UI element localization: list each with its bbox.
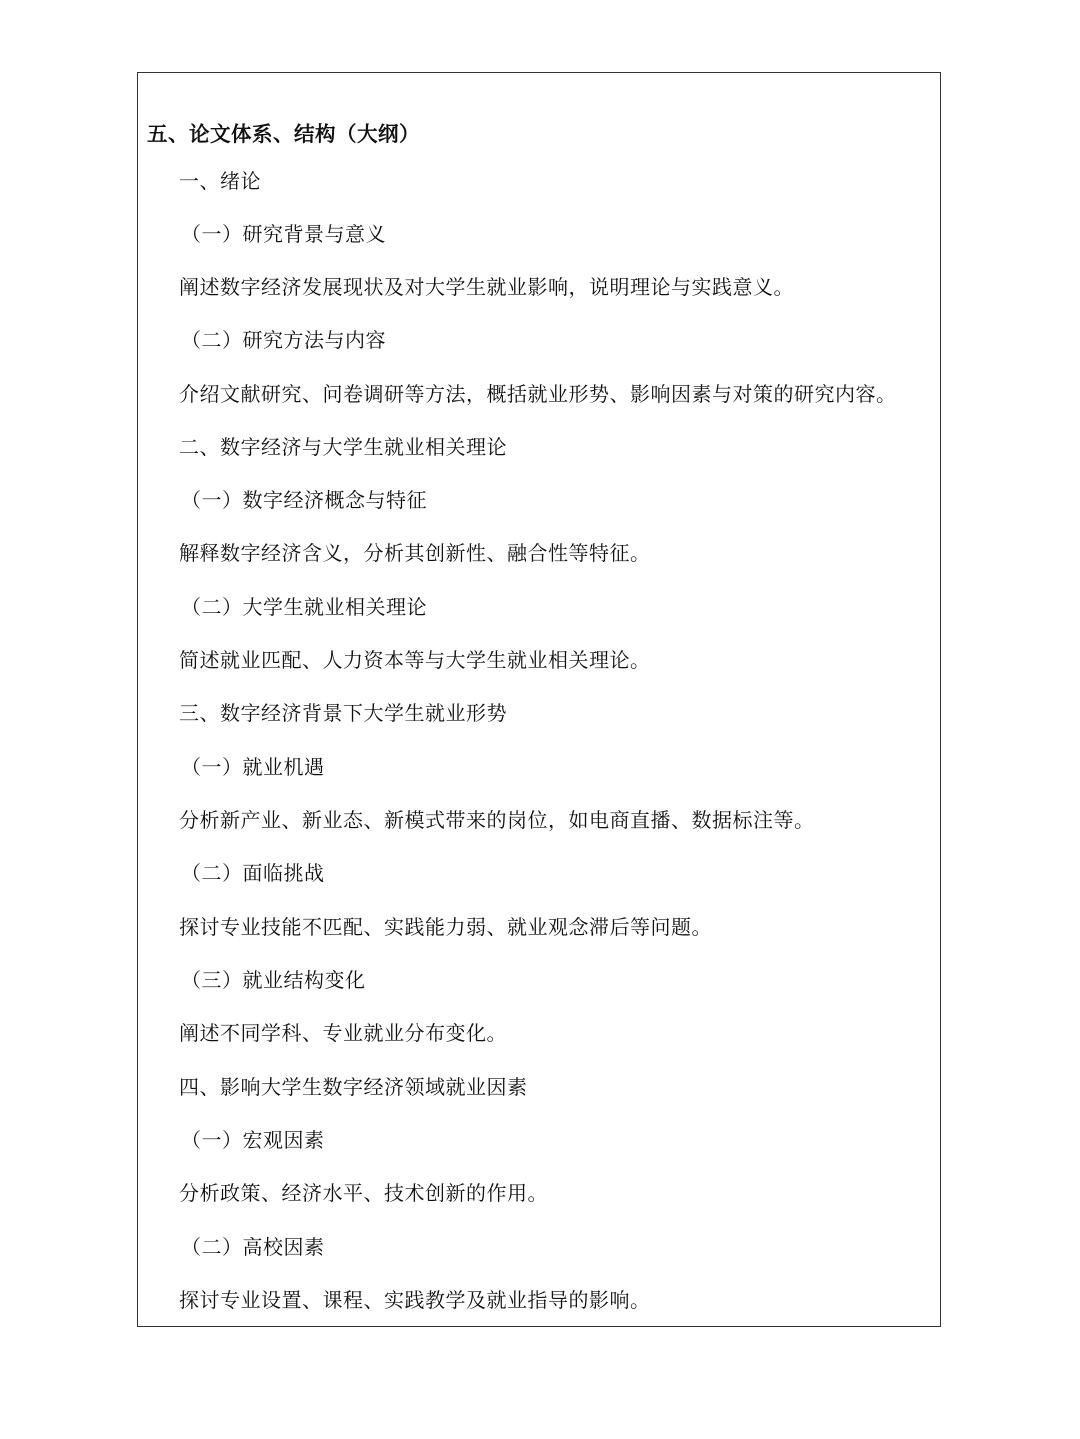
chapter-1-section-2-title: （二）研究方法与内容 — [181, 328, 386, 352]
chapter-2-section-1-text: 解释数字经济含义，分析其创新性、融合性等特征。 — [179, 541, 651, 565]
chapter-2-section-2-title: （二）大学生就业相关理论 — [181, 595, 427, 619]
chapter-2-title: 二、数字经济与大学生就业相关理论 — [179, 435, 507, 459]
chapter-4-section-1-title: （一）宏观因素 — [181, 1128, 325, 1152]
chapter-4-section-2-text: 探讨专业设置、课程、实践教学及就业指导的影响。 — [179, 1288, 651, 1312]
chapter-1-section-2-text: 介绍文献研究、问卷调研等方法，概括就业形势、影响因素与对策的研究内容。 — [179, 382, 897, 406]
chapter-2-section-2-text: 简述就业匹配、人力资本等与大学生就业相关理论。 — [179, 648, 651, 672]
chapter-3-section-3-text: 阐述不同学科、专业就业分布变化。 — [179, 1021, 507, 1045]
chapter-1-section-1-title: （一）研究背景与意义 — [181, 222, 386, 246]
chapter-3-title: 三、数字经济背景下大学生就业形势 — [179, 701, 507, 725]
chapter-1-section-1-text: 阐述数字经济发展现状及对大学生就业影响，说明理论与实践意义。 — [179, 275, 794, 299]
chapter-3-section-3-title: （三）就业结构变化 — [181, 968, 366, 992]
chapter-3-section-1-title: （一）就业机遇 — [181, 755, 325, 779]
chapter-4-section-1-text: 分析政策、经济水平、技术创新的作用。 — [179, 1181, 548, 1205]
chapter-3-section-2-text: 探讨专业技能不匹配、实践能力弱、就业观念滞后等问题。 — [179, 915, 712, 939]
chapter-2-section-1-title: （一）数字经济概念与特征 — [181, 488, 427, 512]
section-title: 五、论文体系、结构（大纲） — [147, 122, 420, 146]
chapter-3-section-1-text: 分析新产业、新业态、新模式带来的岗位，如电商直播、数据标注等。 — [179, 808, 815, 832]
chapter-1-title: 一、绪论 — [179, 169, 261, 193]
chapter-3-section-2-title: （二）面临挑战 — [181, 861, 325, 885]
chapter-4-title: 四、影响大学生数字经济领域就业因素 — [179, 1075, 528, 1099]
chapter-4-section-2-title: （二）高校因素 — [181, 1235, 325, 1259]
